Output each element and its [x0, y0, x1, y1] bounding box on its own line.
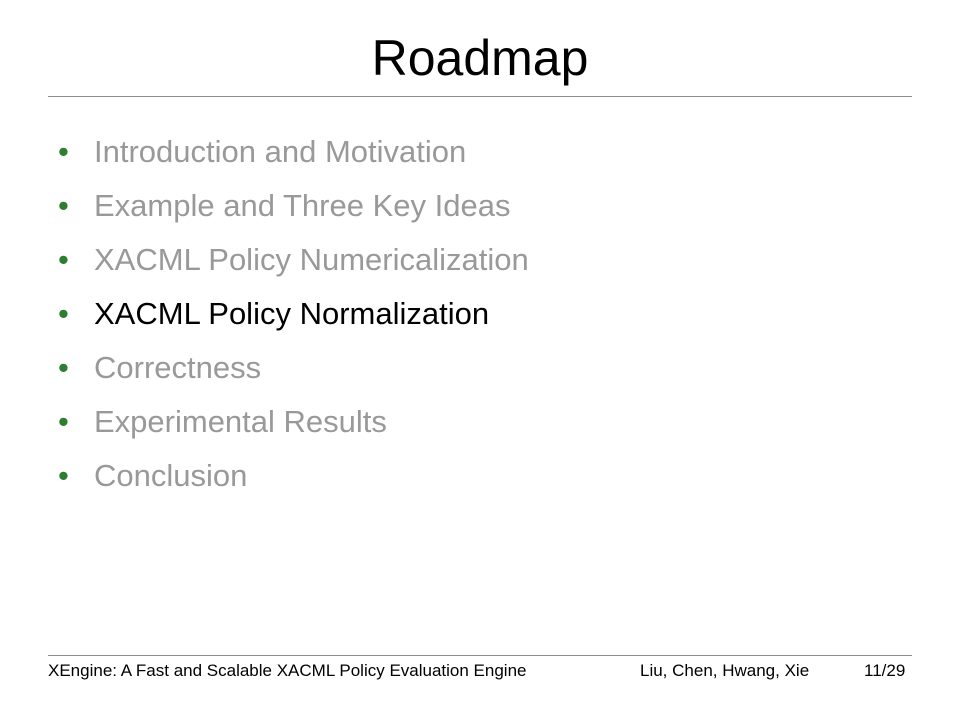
roadmap-item-label: Correctness [94, 350, 262, 385]
roadmap-item-label: Experimental Results [94, 404, 387, 439]
roadmap-item-numericalization [58, 233, 529, 287]
roadmap-item-label: XACML Policy Normalization [94, 296, 490, 331]
slide-title: Roadmap [371, 30, 589, 86]
roadmap-list [58, 125, 529, 503]
footer-authors: Liu, Chen, Hwang, Xie [640, 661, 810, 680]
roadmap-item-experimental-results [58, 395, 529, 449]
footer-divider [48, 655, 912, 656]
title-divider [48, 96, 912, 97]
roadmap-item-label: Introduction and Motivation [94, 134, 467, 169]
roadmap-item-label: Conclusion [94, 458, 248, 493]
bullet-icon: • [58, 134, 69, 169]
footer-page-number: 11/29 [864, 661, 906, 680]
bullet-icon: • [58, 242, 69, 277]
roadmap-item-normalization-current [58, 287, 529, 341]
footer-presentation-title: XEngine: A Fast and Scalable XACML Policy Evaluation Engine [48, 661, 527, 680]
bullet-icon: • [58, 458, 69, 493]
bullet-icon: • [58, 404, 69, 439]
bullet-icon: • [58, 188, 69, 223]
roadmap-item-correctness [58, 341, 529, 395]
roadmap-item-conclusion [58, 449, 529, 503]
roadmap-item-introduction [58, 125, 529, 179]
roadmap-item-label: Example and Three Key Ideas [94, 188, 511, 223]
bullet-icon: • [58, 296, 69, 331]
roadmap-item-example [58, 179, 529, 233]
bullet-icon: • [58, 350, 69, 385]
roadmap-item-label: XACML Policy Numericalization [94, 242, 529, 277]
